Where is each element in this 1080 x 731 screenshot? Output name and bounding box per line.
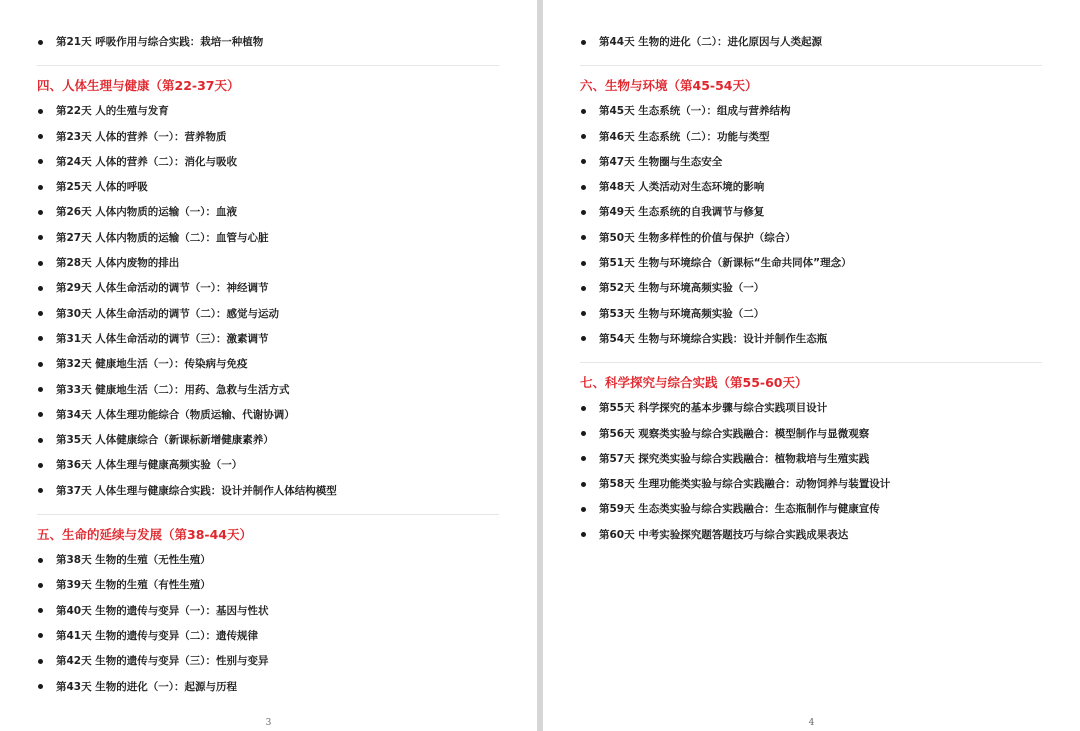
item-list (37, 30, 499, 55)
item-text: 第30天 人体生命活动的调节（二）：感觉与运动 (56, 307, 280, 320)
item-text: 第43天 生物的进化（一）：起源与历程 (56, 680, 238, 693)
bullet-icon (581, 406, 586, 411)
bullet-icon (38, 159, 43, 164)
item-text: 第52天 生物与环境高频实验（一） (599, 282, 765, 295)
item-text: 第49天 生态系统的自我调节与修复 (599, 206, 765, 219)
item-text: 第24天 人体的营养（二）：消化与吸收 (56, 155, 238, 168)
item-text: 第50天 生物多样性的价值与保护（综合） (599, 231, 796, 244)
item-text: 第32天 健康地生活（一）：传染病与免疫 (56, 358, 248, 371)
bullet-icon (581, 109, 586, 114)
list-item (580, 422, 1042, 447)
item-text: 第26天 人体内物质的运输（一）：血液 (56, 206, 238, 219)
list-item (37, 30, 499, 55)
item-list (580, 30, 1042, 55)
bullet-icon (38, 583, 43, 588)
item-text: 第45天 生态系统（一）：组成与营养结构 (599, 105, 791, 118)
list-item (580, 497, 1042, 522)
list-item (37, 302, 499, 327)
item-text: 第33天 健康地生活（二）：用药、急救与生活方式 (56, 383, 290, 396)
bullet-icon (38, 558, 43, 563)
item-text: 第38天 生物的生殖（无性生殖） (56, 554, 211, 567)
list-item (37, 599, 499, 624)
bullet-icon (38, 488, 43, 493)
bullet-icon (581, 456, 586, 461)
item-text: 第60天 中考实验探究题答题技巧与综合实践成果表达 (599, 528, 849, 541)
bullet-icon (38, 210, 43, 215)
list-item (37, 200, 499, 225)
list-item (580, 200, 1042, 225)
list-item (580, 327, 1042, 352)
section-divider (37, 65, 499, 66)
list-item (37, 251, 499, 276)
section-heading: 四、人体生理与健康（第22-37天） (37, 78, 240, 94)
page-4 (543, 0, 1080, 731)
section-divider (37, 514, 499, 515)
item-text: 第34天 人体生理功能综合（物质运输、代谢协调） (56, 408, 295, 421)
bullet-icon (38, 463, 43, 468)
list-item (37, 226, 499, 251)
page-content (37, 30, 499, 700)
item-text: 第42天 生物的遗传与变异（三）：性别与变异 (56, 655, 269, 668)
list-item (580, 125, 1042, 150)
item-text: 第51天 生物与环境综合（新课标“生命共同体”理念） (599, 257, 852, 270)
item-text: 第41天 生物的遗传与变异（二）：遗传规律 (56, 629, 259, 642)
list-item (37, 573, 499, 598)
bullet-icon (38, 608, 43, 613)
section-heading: 七、科学探究与综合实践（第55-60天） (580, 375, 808, 391)
list-item (580, 472, 1042, 497)
item-text: 第47天 生物圈与生态安全 (599, 155, 723, 168)
bullet-icon (581, 185, 586, 190)
page-content (580, 30, 1042, 548)
item-text: 第23天 人体的营养（一）：营养物质 (56, 130, 227, 143)
bullet-icon (581, 40, 586, 45)
item-list (37, 548, 499, 700)
bullet-icon (38, 684, 43, 689)
section-heading: 五、生命的延续与发展（第38-44天） (37, 527, 252, 543)
item-text: 第55天 科学探究的基本步骤与综合实践项目设计 (599, 402, 828, 415)
item-text: 第29天 人体生命活动的调节（一）：神经调节 (56, 282, 269, 295)
item-text: 第58天 生理功能类实验与综合实践融合：动物饲养与装置设计 (599, 478, 891, 491)
bullet-icon (581, 261, 586, 266)
bullet-icon (38, 633, 43, 638)
page-number: 4 (808, 718, 815, 728)
list-item (580, 447, 1042, 472)
bullet-icon (38, 336, 43, 341)
list-item (37, 624, 499, 649)
bullet-icon (38, 109, 43, 114)
list-item (580, 396, 1042, 421)
list-item (37, 150, 499, 175)
item-text: 第44天 生物的进化（二）：进化原因与人类起源 (599, 36, 823, 48)
list-item (37, 378, 499, 403)
bullet-icon (38, 438, 43, 443)
bullet-icon (38, 362, 43, 367)
page-number: 3 (265, 718, 272, 728)
list-item (580, 251, 1042, 276)
item-text: 第59天 生态类实验与综合实践融合：生态瓶制作与健康宣传 (599, 503, 880, 516)
list-item (37, 675, 499, 700)
bullet-icon (581, 286, 586, 291)
bullet-icon (581, 336, 586, 341)
bullet-icon (581, 235, 586, 240)
bullet-icon (38, 311, 43, 316)
item-list (37, 99, 499, 504)
list-item (37, 548, 499, 573)
bullet-icon (38, 185, 43, 190)
item-text: 第57天 探究类实验与综合实践融合：植物栽培与生殖实践 (599, 452, 870, 465)
item-text: 第21天 呼吸作用与综合实践：栽培一种植物 (56, 36, 264, 48)
bullet-icon (581, 210, 586, 215)
list-item (580, 99, 1042, 124)
item-list (580, 396, 1042, 548)
bullet-icon (38, 387, 43, 392)
item-text: 第22天 人的生殖与发育 (56, 105, 169, 118)
page-3 (0, 0, 537, 731)
item-text: 第35天 人体健康综合（新课标新增健康素养） (56, 434, 274, 447)
bullet-icon (581, 532, 586, 537)
section-heading: 六、生物与环境（第45-54天） (580, 78, 758, 94)
list-item (37, 428, 499, 453)
list-item (37, 649, 499, 674)
item-text: 第37天 人体生理与健康综合实践：设计并制作人体结构模型 (56, 484, 337, 497)
bullet-icon (38, 235, 43, 240)
bullet-icon (38, 659, 43, 664)
item-text: 第53天 生物与环境高频实验（二） (599, 307, 765, 320)
section-divider (580, 362, 1042, 363)
list-item (580, 302, 1042, 327)
bullet-icon (38, 261, 43, 266)
list-item (580, 150, 1042, 175)
item-text: 第46天 生态系统（二）：功能与类型 (599, 130, 770, 143)
item-text: 第36天 人体生理与健康高频实验（一） (56, 459, 243, 472)
list-item (37, 453, 499, 478)
item-text: 第31天 人体生命活动的调节（三）：激素调节 (56, 332, 269, 345)
bullet-icon (581, 134, 586, 139)
list-item (580, 226, 1042, 251)
bullet-icon (581, 507, 586, 512)
list-item (580, 175, 1042, 200)
bullet-icon (581, 159, 586, 164)
item-list (580, 99, 1042, 352)
list-item (37, 352, 499, 377)
bullet-icon (581, 482, 586, 487)
list-item (37, 479, 499, 504)
list-item (37, 403, 499, 428)
list-item (37, 276, 499, 301)
list-item (37, 175, 499, 200)
item-text: 第48天 人类活动对生态环境的影响 (599, 181, 765, 194)
list-item (580, 276, 1042, 301)
item-text: 第28天 人体内废物的排出 (56, 257, 180, 270)
bullet-icon (38, 286, 43, 291)
section-divider (580, 65, 1042, 66)
item-text: 第40天 生物的遗传与变异（一）：基因与性状 (56, 604, 269, 617)
list-item (37, 99, 499, 124)
bullet-icon (38, 412, 43, 417)
list-item (37, 125, 499, 150)
item-text: 第27天 人体内物质的运输（二）：血管与心脏 (56, 231, 269, 244)
list-item (580, 523, 1042, 548)
list-item (37, 327, 499, 352)
bullet-icon (581, 431, 586, 436)
bullet-icon (581, 311, 586, 316)
item-text: 第56天 观察类实验与综合实践融合：模型制作与显微观察 (599, 427, 870, 440)
item-text: 第39天 生物的生殖（有性生殖） (56, 579, 211, 592)
bullet-icon (38, 40, 43, 45)
list-item (580, 30, 1042, 55)
item-text: 第54天 生物与环境综合实践：设计并制作生态瓶 (599, 332, 828, 345)
bullet-icon (38, 134, 43, 139)
item-text: 第25天 人体的呼吸 (56, 181, 148, 194)
